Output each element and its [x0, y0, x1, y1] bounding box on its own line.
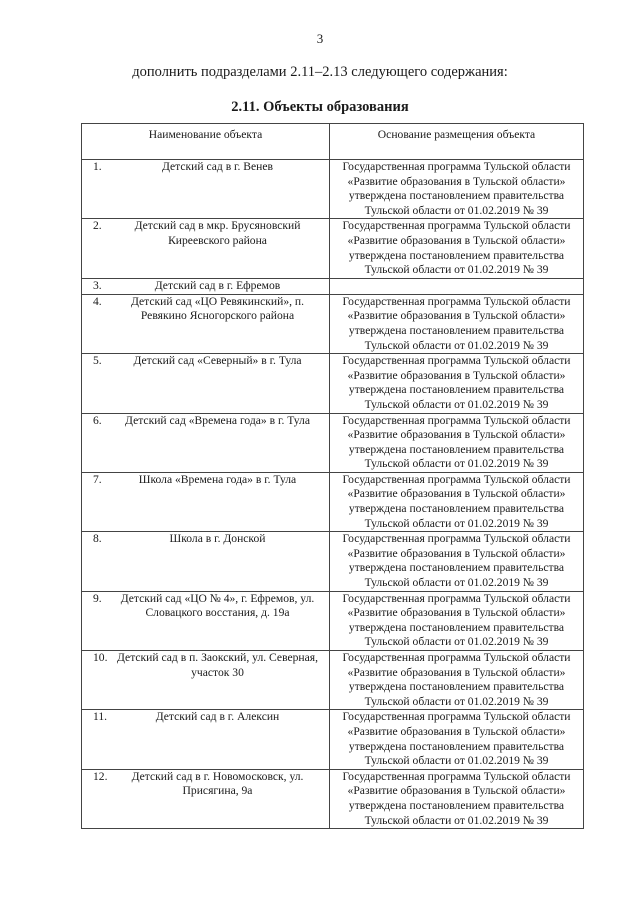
- row-number: 7.: [93, 472, 102, 486]
- object-name-cell: [82, 160, 330, 219]
- object-name-cell: [82, 769, 330, 828]
- table-row: [82, 651, 584, 710]
- row-number: 12.: [93, 769, 108, 783]
- table-row: [82, 160, 584, 219]
- table-body: [82, 160, 584, 829]
- object-name: Детский сад «ЦО № 4», г. Ефремов, ул. Словацкого восстания, д. 19а: [120, 591, 315, 620]
- table-row: [82, 591, 584, 650]
- placement-basis-cell: Государственная программа Тульской области «Развитие образования в Тульской области» утверждена постановлением правительства Тульской области от 01.02.2019 № 39: [330, 413, 584, 472]
- object-name-cell: [82, 219, 330, 278]
- object-name-cell: [82, 413, 330, 472]
- intro-text: дополнить подразделами 2.11–2.13 следующего содержания:: [132, 64, 508, 80]
- object-name-cell: [82, 354, 330, 413]
- object-name-cell: [82, 278, 330, 294]
- object-name: Детский сад в п. Заокский, ул. Северная, участок 30: [117, 651, 318, 679]
- placement-basis-cell: Государственная программа Тульской области «Развитие образования в Тульской области» утверждена постановлением правительства Тульской области от 01.02.2019 № 39: [330, 532, 584, 591]
- placement-basis-cell: Государственная программа Тульской области «Развитие образования в Тульской области» утверждена постановлением правительства Тульской области от 01.02.2019 № 39: [330, 651, 584, 710]
- placement-basis-cell: Государственная программа Тульской области «Развитие образования в Тульской области» утверждена постановлением правительства Тульской области от 01.02.2019 № 39: [330, 472, 584, 531]
- objects-table: [81, 123, 584, 829]
- placement-basis-cell: Государственная программа Тульской области «Развитие образования в Тульской области» утверждена постановлением правительства Тульской области от 01.02.2019 № 39: [330, 219, 584, 278]
- object-name: Детский сад в г. Ефремов: [154, 278, 281, 292]
- placement-basis-cell: Государственная программа Тульской области «Развитие образования в Тульской области» утверждена постановлением правительства Тульской области от 01.02.2019 № 39: [330, 710, 584, 769]
- object-name: Детский сад «Северный» в г. Тула: [133, 354, 302, 368]
- object-name-cell: [82, 472, 330, 531]
- row-number: 6.: [93, 413, 102, 427]
- object-name-cell: [82, 651, 330, 710]
- table-row: [82, 354, 584, 413]
- row-number: 4.: [93, 294, 102, 308]
- section-heading: 2.11. Объекты образования: [231, 99, 409, 115]
- table-row: [82, 219, 584, 278]
- object-name: Детский сад в мкр. Брусяновский Киреевского района: [134, 219, 301, 247]
- placement-basis-cell: Государственная программа Тульской области «Развитие образования в Тульской области» утверждена постановлением правительства Тульской области от 01.02.2019 № 39: [330, 591, 584, 650]
- object-name-cell: [82, 591, 330, 650]
- object-name: Детский сад «ЦО Ревякинский», п. Ревякино Ясногорского района: [130, 294, 305, 323]
- table-row: [82, 472, 584, 531]
- row-number: 2.: [93, 219, 102, 233]
- object-name-cell: [82, 532, 330, 591]
- placement-basis-cell: Государственная программа Тульской области «Развитие образования в Тульской области» утверждена постановлением правительства Тульской области от 01.02.2019 № 39: [330, 160, 584, 219]
- page-number: 3: [316, 31, 324, 46]
- row-number: 8.: [93, 532, 102, 546]
- row-number: 3.: [93, 278, 102, 292]
- placement-basis-cell: Государственная программа Тульской области «Развитие образования в Тульской области» утверждена постановлением правительства Тульской области от 01.02.2019 № 39: [330, 769, 584, 828]
- table-row: [82, 413, 584, 472]
- header-placement-basis: Основание размещения объекта: [330, 124, 584, 160]
- row-number: 11.: [93, 710, 108, 724]
- table-row: [82, 532, 584, 591]
- table-header-row: [82, 124, 584, 160]
- row-number: 5.: [93, 354, 102, 368]
- row-number: 9.: [93, 591, 102, 605]
- object-name: Школа «Времена года» в г. Тула: [138, 472, 297, 486]
- object-name: Детский сад в г. Алексин: [155, 710, 280, 724]
- object-name-cell: [82, 294, 330, 353]
- placement-basis-cell: Государственная программа Тульской области «Развитие образования в Тульской области» утверждена постановлением правительства Тульской области от 01.02.2019 № 39: [330, 294, 584, 353]
- table-row: [82, 710, 584, 769]
- object-name: Детский сад в г. Новомосковск, ул. Присягина, 9а: [131, 769, 304, 798]
- header-object-name: Наименование объекта: [82, 124, 330, 160]
- placement-basis-cell: Государственная программа Тульской области «Развитие образования в Тульской области» утверждена постановлением правительства Тульской области от 01.02.2019 № 39: [330, 354, 584, 413]
- object-name-cell: [82, 710, 330, 769]
- table-row: [82, 278, 584, 294]
- row-number: 1.: [93, 160, 102, 173]
- placement-basis-cell: [330, 278, 584, 294]
- row-number: 10.: [93, 651, 108, 664]
- object-name: Детский сад «Времена года» в г. Тула: [125, 413, 310, 427]
- object-name: Школа в г. Донской: [169, 532, 266, 546]
- table-row: [82, 294, 584, 353]
- table-row: [82, 769, 584, 828]
- object-name: Детский сад в г. Венев: [161, 160, 274, 173]
